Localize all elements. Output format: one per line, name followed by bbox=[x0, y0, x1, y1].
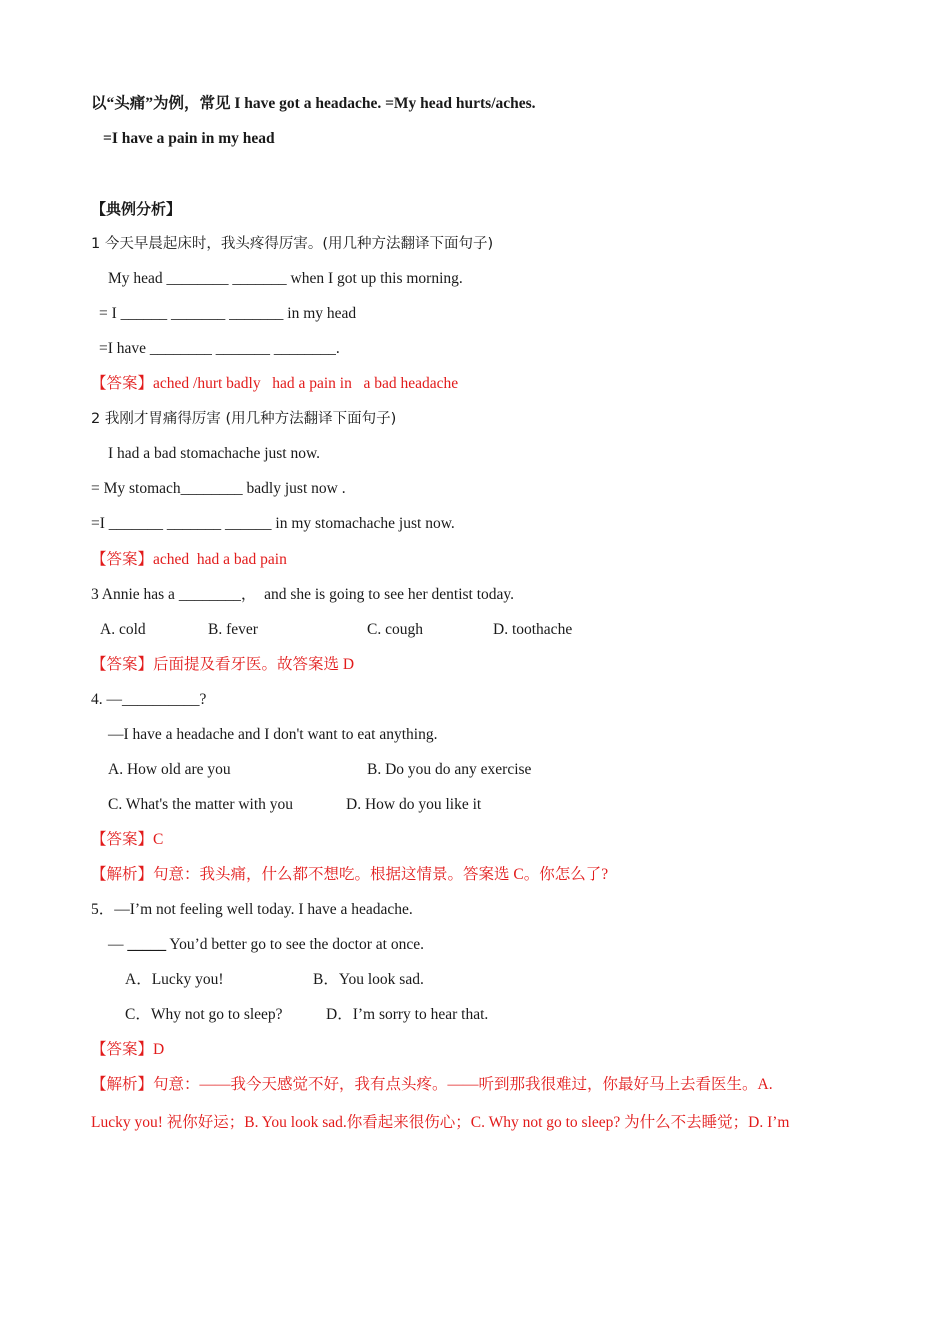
q5-line-1 bbox=[108, 935, 424, 955]
q5-option-d: D．I’m sorry to hear that. bbox=[326, 1006, 489, 1023]
q2-line-1: I had a bad stomachache just now. bbox=[108, 445, 321, 462]
q4-answer: 【答案】C bbox=[91, 831, 164, 848]
q4-stem: 4. —__________? bbox=[91, 691, 207, 708]
q4-analysis: 【解析】句意：我头痛，什么都不想吃。根据这情景。答案选 C。你怎么了? bbox=[91, 866, 609, 883]
q5-option-a: A．Lucky you! bbox=[125, 971, 224, 988]
q5-option-b: B．You look sad. bbox=[313, 971, 424, 988]
q5-answer: 【答案】D bbox=[91, 1041, 165, 1058]
q5-stem: 5．—I’m not feeling well today. I have a headache. bbox=[91, 901, 413, 918]
q5-analysis-line-1: 【解析】句意：——我今天感觉不好，我有点头疼。——听到那我很难过，你最好马上去看医生。A. bbox=[91, 1076, 773, 1093]
q4-option-c: C. What's the matter with you bbox=[108, 796, 294, 813]
section-title: 【典例分析】 bbox=[91, 200, 182, 218]
q3-option-c: C. cough bbox=[367, 621, 423, 638]
q2-line-2: = My stomach________ badly just now . bbox=[91, 480, 346, 497]
q3-option-d: D. toothache bbox=[493, 621, 573, 638]
q1-stem: 1 今天早晨起床时，我头疼得厉害。(用几种方法翻译下面句子) bbox=[91, 236, 494, 252]
q5-analysis-line-2: Lucky you! 祝你好运；B. You look sad.你看起来很伤心；C. Why not go to sleep? 为什么不去睡觉；D. I’m bbox=[91, 1114, 790, 1131]
q2-answer: 【答案】ached had a bad pain bbox=[91, 551, 287, 568]
q4-option-d: D. How do you like it bbox=[346, 796, 482, 813]
q3-option-b: B. fever bbox=[208, 621, 258, 638]
intro-line-2: =I have a pain in my head bbox=[103, 130, 275, 147]
q5-option-c: C．Why not go to sleep? bbox=[125, 1006, 283, 1023]
q3-option-a: A. cold bbox=[100, 621, 146, 638]
q1-line-3: =I have ________ _______ ________. bbox=[99, 340, 340, 357]
q5-dash: — bbox=[108, 936, 124, 953]
q1-line-1: My head ________ _______ when I got up this morning. bbox=[108, 270, 463, 287]
q3-answer: 【答案】后面提及看牙医。故答案选 D bbox=[91, 656, 355, 673]
q5-blank: _____ bbox=[127, 936, 167, 953]
q2-stem: 2 我刚才胃痛得厉害 (用几种方法翻译下面句子) bbox=[91, 411, 397, 427]
q4-line-1: —I have a headache and I don't want to eat anything. bbox=[108, 726, 438, 743]
q1-line-2: = I ______ _______ _______ in my head bbox=[99, 305, 357, 322]
q3-stem: 3 Annie has a ________， and she is going to see her dentist today. bbox=[91, 586, 515, 603]
q5-line-1-text: You’d better go to see the doctor at once. bbox=[166, 936, 424, 953]
q4-option-b: B. Do you do any exercise bbox=[367, 761, 532, 778]
q4-option-a: A. How old are you bbox=[108, 761, 231, 778]
q1-answer: 【答案】ached /hurt badly had a pain in a bad headache bbox=[91, 375, 459, 392]
intro-line-1: 以“头痛”为例，常见 I have got a headache. =My head hurts/aches. bbox=[91, 95, 536, 112]
q2-line-3: =I _______ _______ ______ in my stomachache just now. bbox=[91, 515, 455, 532]
